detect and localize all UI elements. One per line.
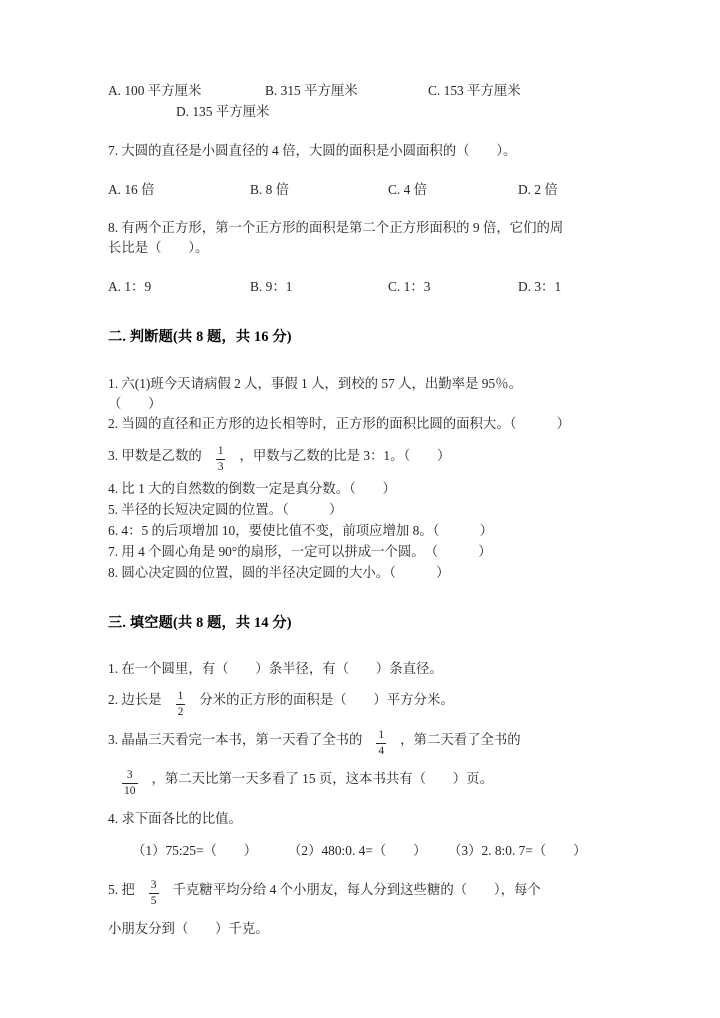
tf-item-5: 5. 半径的长短决定圆的位置。（ ） [108, 502, 343, 518]
fill-item-3-mid: ，第二天看了全书的 [400, 731, 521, 747]
fraction-denominator: 10 [124, 784, 136, 797]
tf-item-2: 2. 当圆的直径和正方形的边长相等时，正方形的面积比圆的面积大。（ ） [108, 416, 570, 431]
fill-item-3-prefix: 3. 晶晶三天看完一本书，第一天看了全书的 [108, 731, 363, 747]
q7-option-a[interactable]: A. 16 倍 [108, 182, 155, 197]
fill-item-5-line-2: 小朋友分到（ ）千克。 [108, 921, 269, 937]
fraction-bar [376, 743, 386, 744]
section-two-title: 二. 判断题(共 8 题，共 16 分) [108, 329, 292, 345]
question-7-stem: 7. 大圆的直径是小圆直径的 4 倍，大圆的面积是小圆面积的（ ）。 [108, 143, 517, 158]
fill-item-2-suffix: 分米的正方形的面积是（ ）平方分米。 [199, 692, 454, 708]
q8-option-d[interactable]: D. 3：1 [518, 279, 562, 294]
q6-option-a[interactable]: A. 100 平方厘米 [108, 83, 202, 98]
fill-item-4-stem: 4. 求下面各比的比值。 [108, 810, 242, 826]
fill-item-5-line-1 [108, 879, 632, 908]
fill-item-4-sub-3[interactable]: （3）2. 8:0. 7=（ ） [448, 842, 587, 858]
fill-item-3-line-1 [108, 729, 632, 758]
fraction-three-fifths-host [135, 879, 173, 908]
q8-option-b[interactable]: B. 9：1 [250, 279, 293, 294]
fraction-bar [149, 893, 159, 894]
fraction-one-quarter-host [362, 729, 400, 758]
fraction-three-tenths [122, 769, 138, 798]
q8-option-c[interactable]: C. 1：3 [388, 279, 431, 294]
fraction-three-tenths-host [108, 768, 152, 797]
section-three-title: 三. 填空题(共 8 题，共 14 分) [108, 615, 292, 632]
q8-options-row [108, 276, 632, 297]
fill-item-4-sub-2[interactable]: （2）480:0. 4=（ ） [288, 842, 427, 858]
fraction-one-third-host [202, 445, 240, 474]
fraction-numerator: 1 [217, 445, 224, 458]
fraction-bar [216, 459, 226, 460]
fraction-numerator: 3 [126, 768, 133, 781]
fraction-denominator: 4 [378, 745, 385, 758]
fraction-denominator: 5 [150, 895, 157, 908]
tf-item-7: 7. 用 4 个圆心角是 90°的扇形，一定可以拼成一个圆。 （ ） [108, 544, 492, 560]
tf-item-3 [108, 445, 632, 474]
fill-item-3-suffix: ，第二天比第一天多看了 15 页，这本书共有（ ）页。 [151, 771, 493, 787]
q6-options-row-2 [108, 101, 632, 122]
fill-item-4-sub-1[interactable]: （1）75:25=（ ） [132, 842, 258, 858]
fraction-numerator: 3 [150, 879, 157, 892]
tf-item-3-prefix: 3. 甲数是乙数的 [108, 448, 202, 463]
question-8-stem-line-2: 长比是（ ）。 [108, 240, 209, 255]
fill-item-2-prefix: 2. 边长是 [108, 692, 162, 708]
fraction-numerator: 1 [177, 689, 184, 702]
tf-item-1-line-2[interactable]: （ ） [108, 396, 162, 411]
tf-item-4: 4. 比 1 大的自然数的倒数一定是真分数。（ ） [108, 481, 396, 497]
q6-options-row-1 [108, 80, 632, 101]
fill-item-4-subrow [108, 840, 632, 862]
question-8-stem-line-1: 8. 有两个正方形，第一个正方形的面积是第二个正方形面积的 9 倍，它们的周 [108, 220, 564, 235]
fraction-numerator: 1 [378, 729, 385, 742]
q7-options-row [108, 179, 632, 200]
q6-option-c[interactable]: C. 153 平方厘米 [428, 83, 521, 98]
q7-option-b[interactable]: B. 8 倍 [250, 182, 290, 197]
fill-item-5-suffix: 千克糖平均分给 4 个小朋友，每人分到这些糖的（ ），每个 [172, 881, 541, 897]
fraction-one-third [216, 445, 226, 474]
page-content [108, 80, 632, 939]
fill-item-1: 1. 在一个圆里，有（ ）条半径，有（ ）条直径。 [108, 661, 443, 677]
fraction-one-half [176, 690, 186, 719]
q6-option-b[interactable]: B. 315 平方厘米 [265, 83, 358, 98]
tf-item-8: 8. 圆心决定圆的位置，圆的半径决定圆的大小。（ ） [108, 565, 450, 581]
q6-option-d[interactable]: D. 135 平方厘米 [176, 104, 270, 119]
fraction-denominator: 2 [177, 705, 184, 718]
fraction-bar [122, 783, 138, 784]
fraction-one-half-host [162, 689, 200, 718]
tf-item-1-line-1: 1. 六(1)班今天请病假 2 人，事假 1 人，到校的 57 人，出勤率是 95％。 [108, 376, 522, 391]
fraction-one-quarter [376, 729, 386, 758]
q8-option-a[interactable]: A. 1：9 [108, 279, 152, 294]
q7-option-c[interactable]: C. 4 倍 [388, 182, 428, 197]
fill-item-2 [108, 689, 632, 718]
fraction-denominator: 3 [217, 461, 224, 474]
fill-item-5-prefix: 5. 把 [108, 881, 135, 897]
tf-item-3-suffix: ，甲数与乙数的比是 3：1。（ ） [239, 448, 451, 463]
fraction-bar [176, 704, 186, 705]
fill-item-3-line-2 [108, 768, 632, 797]
fraction-three-fifths [149, 879, 159, 908]
tf-item-6: 6. 4：5 的后项增加 10，要使比值不变，前项应增加 8。（ ） [108, 523, 493, 539]
q7-option-d[interactable]: D. 2 倍 [518, 182, 558, 197]
